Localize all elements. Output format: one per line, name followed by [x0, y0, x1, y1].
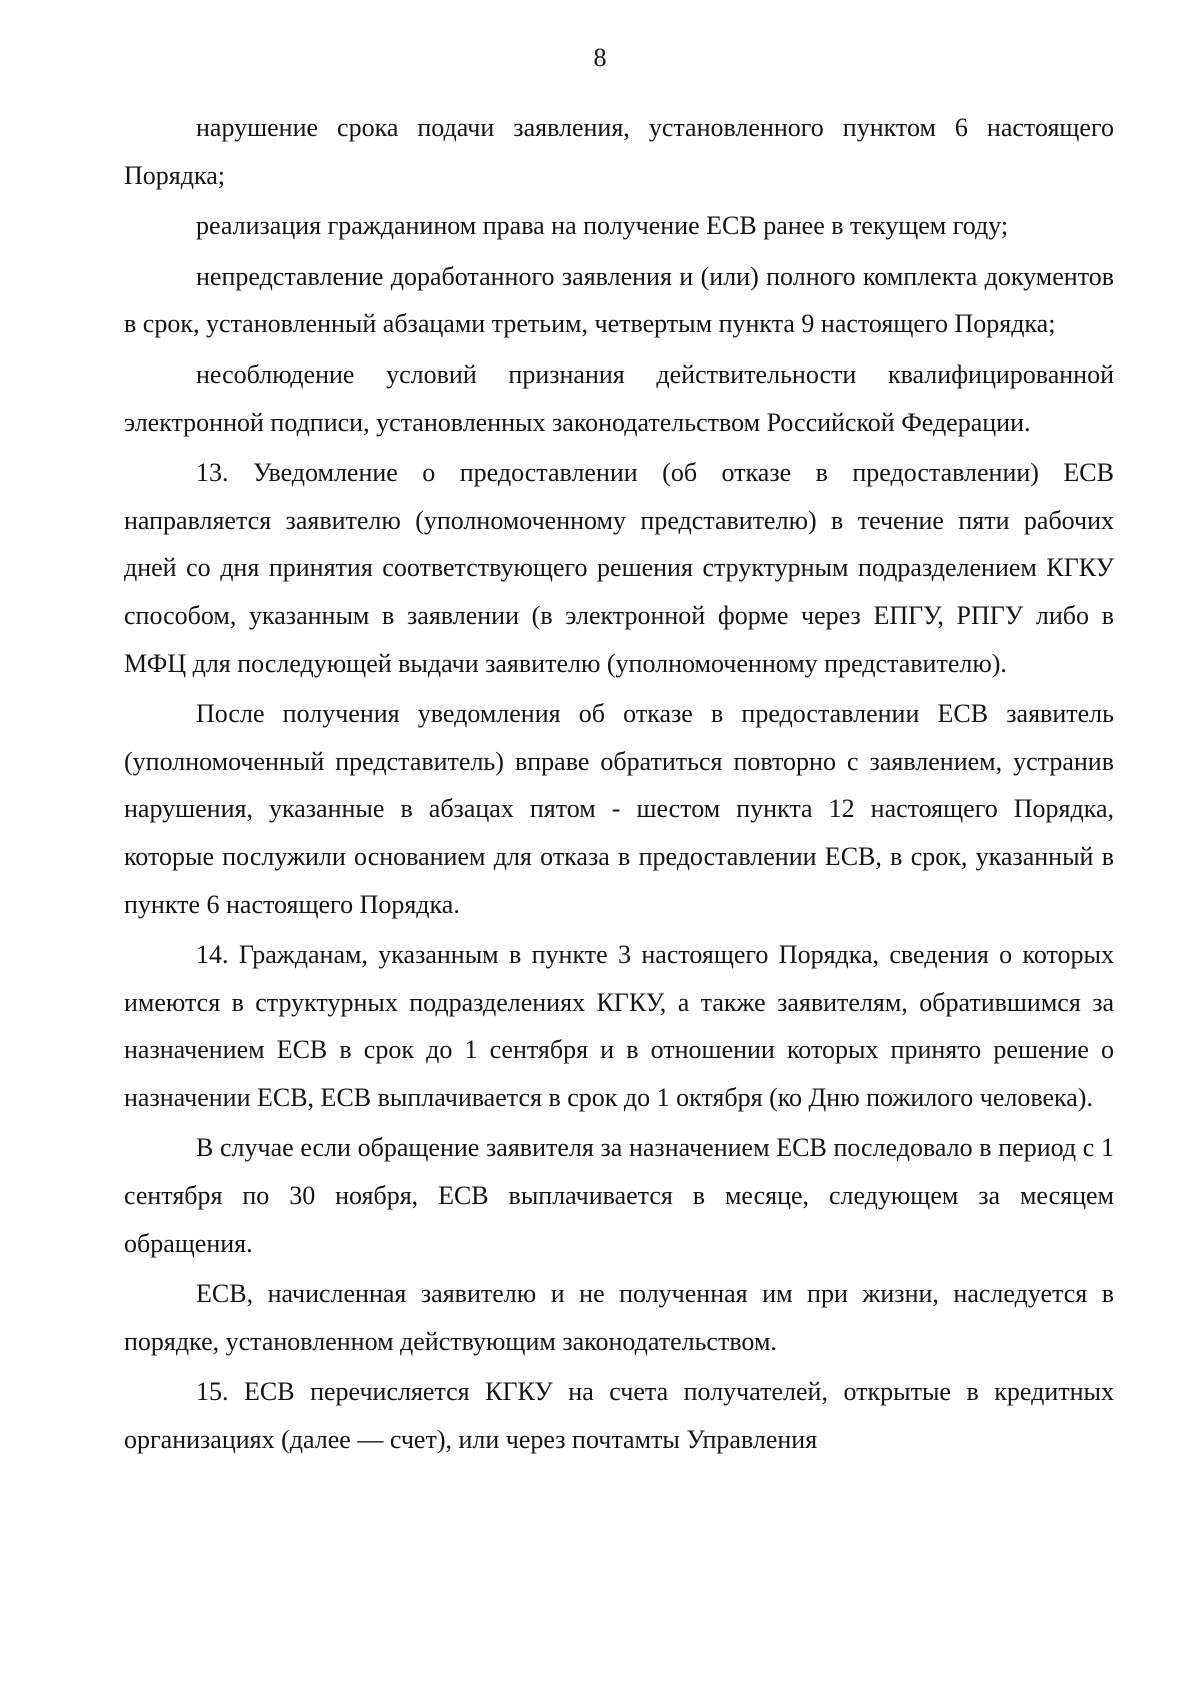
paragraph-item-13: 13. Уведомление о предоставлении (об отказе в предоставлении) ЕСВ направляется заявителю (уполномоченному представителю) в течение пяти рабочих дней со дня принятия соответствующего решения структурным подразделением КГКУ способом, указанным в заявлении (в электронной форме через ЕПГУ, РПГУ либо в МФЦ для последующей выдачи заявителю (уполномоченному представителю).: [124, 458, 1114, 678]
paragraph-violation-deadline: нарушение срока подачи заявления, установленного пунктом 6 настоящего Порядка;: [124, 113, 1114, 190]
paragraph-documents-not-submitted: непредставление доработанного заявления и (или) полного комплекта документов в срок, установленный абзацами третьим, четвертым пункта 9 настоящего Порядка;: [124, 261, 1114, 339]
paragraph-september-november: В случае если обращение заявителя за назначением ЕСВ последовало в период с 1 сентября по 30 ноября, ЕСВ выплачивается в месяце, следующем за месяцем обращения.: [124, 1133, 1114, 1258]
paragraph-inheritance: ЕСВ, начисленная заявителю и не полученная им при жизни, наследуется в порядке, установленном действующим законодательством.: [124, 1279, 1114, 1356]
document-body: [124, 104, 1114, 1467]
page-number: 8: [593, 43, 607, 72]
paragraph-repeat-application: После получения уведомления об отказе в предоставлении ЕСВ заявитель (уполномоченный представитель) вправе обратиться повторно с заявлением, устранив нарушения, указанные в абзацах пятом - шестом пункта 12 настоящего Порядка, которые послужили основанием для отказа в предоставлении ЕСВ, в срок, указанный в пункте 6 настоящего Порядка.: [124, 699, 1114, 919]
paragraph-right-realized: реализация гражданином права на получение ЕСВ ранее в текущем году;: [196, 211, 1009, 241]
paragraph-electronic-signature: несоблюдение условий признания действительности квалифицированной электронной подписи, установленных законодательством Российской Федерации.: [124, 359, 1114, 437]
paragraph-item-15: 15. ЕСВ перечисляется КГКУ на счета получателей, открытые в кредитных организациях (далее — счет), или через почтамты Управления: [124, 1377, 1114, 1455]
paragraph-item-14: 14. Гражданам, указанным в пункте 3 настоящего Порядка, сведения о которых имеются в структурных подразделениях КГКУ, а также заявителям, обратившимся за назначением ЕСВ в срок до 1 сентября и в отношении которых принято решение о назначении ЕСВ, ЕСВ выплачивается в срок до 1 октября (ко Дню пожилого человека).: [124, 940, 1114, 1112]
